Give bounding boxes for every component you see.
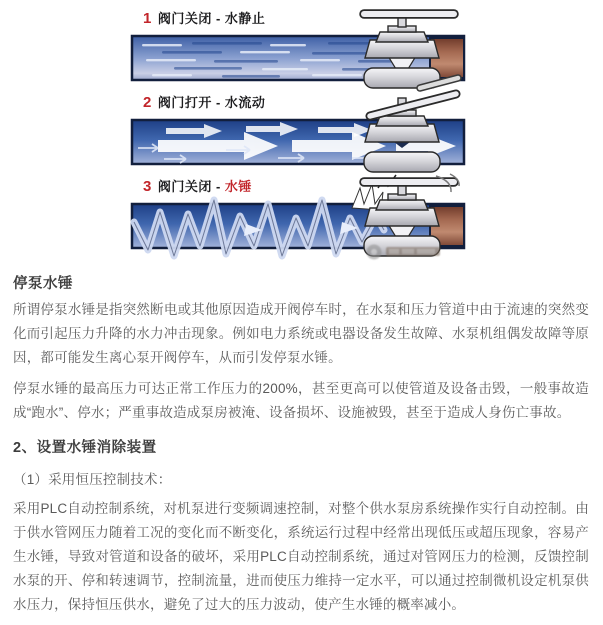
diagram-panel-3 [130,174,466,258]
paragraph-plc-control: 采用PLC自动控制系统，对机泵进行变频调速控制，对整个供水泵房系统操作实行自动控制。由于供水管网压力随着工况的变化而不断变化，系统运行过程中经常出现低压或超压现象，容易产生水锤，导致对管道和设备的破坏，采用PLC自动控制系统，通过对管网压力的检测，反馈控制水泵的开、停和转速调节，控制流量，进而使压力维持一定水平，可以通过控制微机设定机泵供水压力，保持恒压供水，避免了过大的压力波动，使产生水锤的概率减小。 [13,501,589,612]
valve-body [364,16,440,88]
panel-3-label [143,176,252,195]
paragraph-consequences: 停泵水锤的最高压力可达正常工作压力的200%，甚至更高可以使管道及设备击毁，一般事故造成“跑水”、停水；严重事故造成泵房被淹、设备损坏、设施被毁，甚至于造成人身伤亡事故。 [13,381,589,420]
diagram-panel-2 [130,90,466,174]
panel-3-text-red: 水锤 [224,179,252,194]
panel-1-number: 1 [143,10,152,27]
panel-3-number: 3 [143,178,152,195]
paragraph-definition: 所谓停泵水锤是指突然断电或其他原因造成开阀停车时，在水泵和压力管道中由于流速的突然变化而引起压力升降的水力冲击现象。例如电力系统或电器设备发生故障、水泵机组偶发故障等原因，都可能发生离心泵开阀停车，从而引发停泵水锤。 [13,302,589,365]
panel-3-text: 阀门关闭 - [157,179,225,194]
section-heading-pump-stop: 停泵水锤 [13,276,73,292]
panel-2-text: 阀门打开 - 水流动 [157,95,266,110]
panel-2-number: 2 [143,94,152,111]
article-page [0,6,603,625]
diagram-panel-1 [130,6,466,90]
panel-1-label [143,8,265,27]
panel-2-label [143,92,265,111]
article-body [0,274,603,617]
section-heading-elimination: 2、设置水锤消除装置 [13,440,157,456]
water-hammer-diagram [130,6,466,258]
panel-1-text: 阀门关闭 - 水静止 [157,11,266,26]
subsection-constant-pressure: （1）采用恒压控制技术： [13,472,172,487]
